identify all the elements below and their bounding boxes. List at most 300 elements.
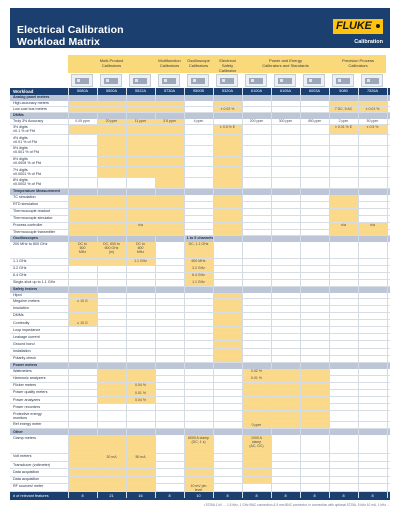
column-divider bbox=[387, 88, 388, 498]
supported-cell bbox=[97, 107, 126, 112]
supported-cell bbox=[213, 327, 242, 333]
row-label: Leakage current bbox=[13, 334, 40, 339]
supported-cell bbox=[242, 383, 271, 389]
row-label: Thermocouple simulator bbox=[13, 216, 53, 221]
workload-header: Workload bbox=[13, 89, 34, 94]
column-divider bbox=[329, 88, 330, 498]
table-row bbox=[10, 320, 390, 327]
row-label: Power quality meters bbox=[13, 390, 48, 395]
supported-cell bbox=[155, 101, 184, 106]
spec-cell bbox=[126, 119, 155, 124]
feature-count: 8 bbox=[255, 493, 258, 498]
supported-cell bbox=[155, 125, 184, 135]
supported-cell bbox=[271, 369, 300, 375]
spec-value: 10 mV ptn level bbox=[190, 484, 207, 493]
document-title-line1: Electrical Calibration bbox=[17, 24, 124, 36]
spec-cell bbox=[213, 107, 242, 112]
supported-cell bbox=[97, 477, 126, 483]
spec-cell bbox=[184, 280, 213, 286]
supported-cell bbox=[68, 293, 97, 298]
row-label: RF sources/ meter bbox=[13, 484, 44, 489]
feature-count: 8 bbox=[284, 493, 287, 498]
supported-cell bbox=[329, 216, 358, 222]
model-name: 6100A bbox=[251, 89, 262, 94]
supported-cell bbox=[213, 209, 242, 215]
supported-cell bbox=[97, 125, 126, 135]
table-row bbox=[10, 341, 390, 348]
section-label: Other bbox=[13, 429, 23, 434]
supported-cell bbox=[68, 107, 97, 112]
supported-cell bbox=[213, 341, 242, 347]
supported-cell bbox=[97, 146, 126, 156]
supported-cell bbox=[213, 356, 242, 362]
fluke-logo bbox=[333, 19, 383, 34]
supported-cell bbox=[213, 202, 242, 208]
spec-cell bbox=[358, 119, 387, 124]
spec-value: DC to 600 MHz bbox=[136, 242, 145, 255]
spec-value: 450 ppm bbox=[307, 119, 322, 124]
row-label: Loop impedance bbox=[13, 327, 41, 332]
supported-cell bbox=[126, 101, 155, 106]
supported-cell bbox=[358, 101, 387, 106]
supported-cell bbox=[97, 259, 126, 265]
supported-cell bbox=[184, 469, 213, 475]
spec-cell bbox=[126, 397, 155, 403]
spec-value: 0 ppm bbox=[251, 422, 262, 427]
supported-cell bbox=[97, 230, 126, 235]
calibrator-image-icon bbox=[245, 74, 267, 87]
spec-cell bbox=[271, 119, 300, 124]
table-row bbox=[10, 469, 390, 476]
section-note: 1 to 5 channels bbox=[186, 236, 214, 241]
spec-value: 7 DC, 5 AC bbox=[334, 107, 353, 112]
supported-cell bbox=[213, 216, 242, 222]
section-label: Power meters bbox=[13, 363, 38, 368]
row-label: 3½ digits ±0.1 % of Ffd bbox=[13, 125, 35, 134]
table-row bbox=[10, 454, 390, 462]
supported-cell bbox=[242, 390, 271, 396]
supported-cell bbox=[68, 484, 97, 491]
spec-cell bbox=[184, 435, 213, 453]
table-row bbox=[10, 397, 390, 404]
row-label: 4½ digits ±0.01 % of Ffd bbox=[13, 135, 37, 144]
spec-value: 0.01 % bbox=[251, 376, 262, 381]
spec-value: n/a bbox=[370, 223, 375, 228]
table-row bbox=[10, 327, 390, 334]
table-row bbox=[10, 135, 390, 146]
feature-count: 8 bbox=[371, 493, 374, 498]
column-divider bbox=[358, 88, 359, 498]
supported-cell bbox=[126, 157, 155, 167]
supported-cell bbox=[68, 306, 97, 312]
supported-cell bbox=[184, 477, 213, 483]
feature-count: 8 bbox=[81, 493, 84, 498]
supported-cell bbox=[126, 202, 155, 208]
feature-count: 16 bbox=[138, 493, 143, 498]
column-divider bbox=[97, 88, 98, 498]
table-row bbox=[10, 404, 390, 411]
supported-cell bbox=[97, 195, 126, 201]
row-label: Insulation bbox=[13, 306, 29, 311]
supported-cell bbox=[97, 462, 126, 468]
table-row bbox=[10, 223, 390, 230]
table-row bbox=[10, 146, 390, 157]
supported-cell bbox=[155, 146, 184, 156]
spec-cell bbox=[97, 119, 126, 124]
spec-cell bbox=[97, 454, 126, 461]
table-row bbox=[10, 376, 390, 383]
supported-cell bbox=[126, 477, 155, 483]
spec-cell bbox=[126, 454, 155, 461]
supported-cell bbox=[271, 390, 300, 396]
spec-value: DC, 1.1 GHz bbox=[188, 242, 209, 247]
row-label: Low cost bus meters bbox=[13, 107, 47, 112]
spec-cell bbox=[68, 242, 97, 258]
supported-cell bbox=[68, 202, 97, 208]
supported-cell bbox=[97, 469, 126, 475]
supported-cell bbox=[126, 107, 155, 112]
section-label: Analog panel meters bbox=[13, 95, 50, 100]
supported-cell bbox=[97, 209, 126, 215]
spec-cell bbox=[184, 273, 213, 279]
model-header-row bbox=[10, 88, 390, 95]
calibrator-image-icon bbox=[187, 74, 209, 87]
row-label: Continuity bbox=[13, 320, 30, 325]
table-row bbox=[10, 306, 390, 313]
spec-cell bbox=[126, 390, 155, 396]
table-row bbox=[10, 242, 390, 259]
model-name: 6105A bbox=[280, 89, 291, 94]
spec-cell bbox=[126, 223, 155, 229]
supported-cell bbox=[126, 435, 155, 453]
calibrator-image-icon bbox=[158, 74, 180, 87]
row-label: 6½ digits ±0.0005 % of Ffd bbox=[13, 157, 42, 165]
model-name: 5730A bbox=[164, 89, 175, 94]
spec-value: DC to 600 MHz bbox=[78, 242, 87, 255]
feature-count: 8 bbox=[226, 493, 229, 498]
model-name: 5320A bbox=[222, 89, 233, 94]
supported-cell bbox=[271, 404, 300, 410]
table-row bbox=[10, 484, 390, 492]
table-row bbox=[10, 125, 390, 136]
supported-cell bbox=[271, 422, 300, 428]
spec-cell bbox=[126, 259, 155, 265]
spec-cell bbox=[184, 484, 213, 491]
table-row bbox=[10, 411, 390, 422]
supported-cell bbox=[329, 101, 358, 106]
supported-cell bbox=[97, 390, 126, 396]
spec-value: 0.04 % bbox=[135, 383, 146, 388]
row-label: Wattmeters bbox=[13, 369, 32, 374]
header-banner bbox=[10, 8, 390, 48]
supported-cell bbox=[126, 469, 155, 475]
supported-cell bbox=[97, 383, 126, 389]
calibrator-image-icon bbox=[361, 74, 383, 87]
supported-cell bbox=[300, 376, 329, 382]
supported-cell bbox=[213, 146, 242, 156]
category-band bbox=[68, 55, 386, 73]
row-label: Clamp meters bbox=[13, 435, 36, 440]
model-name: 7526A bbox=[367, 89, 378, 94]
model-name: 5522A bbox=[135, 89, 146, 94]
supported-cell bbox=[213, 349, 242, 355]
column-divider bbox=[242, 88, 243, 498]
supported-cell bbox=[300, 422, 329, 428]
spec-value: DC, 600 to 600 GHz (in) bbox=[103, 242, 120, 255]
supported-cell bbox=[68, 101, 97, 106]
calibrator-image-icon bbox=[274, 74, 296, 87]
supported-cell bbox=[329, 230, 358, 235]
row-label: High-accuracy meters bbox=[13, 101, 49, 106]
supported-cell bbox=[97, 397, 126, 403]
spec-value: ± 0.5 % E bbox=[219, 125, 236, 130]
supported-cell bbox=[213, 299, 242, 305]
spec-value: 2 ppm bbox=[338, 119, 349, 124]
row-label: Polarity check bbox=[13, 356, 36, 361]
table-row bbox=[10, 369, 390, 376]
supported-cell bbox=[68, 125, 97, 135]
spec-cell bbox=[155, 119, 184, 124]
row-label: RTD simulation bbox=[13, 202, 39, 207]
spec-value: ± 0.5 % bbox=[366, 125, 379, 130]
spec-value: 1.1 GHz bbox=[134, 259, 147, 264]
row-label: Transducer (voltmeter) bbox=[13, 462, 51, 467]
supported-cell bbox=[155, 107, 184, 112]
row-label: Megohm meters bbox=[13, 299, 40, 304]
spec-cell bbox=[358, 125, 387, 135]
spec-cell bbox=[68, 320, 97, 326]
spec-value: 4 ppm bbox=[193, 119, 204, 124]
supported-cell bbox=[126, 484, 155, 491]
supported-cell bbox=[68, 230, 97, 235]
spec-cell bbox=[184, 259, 213, 265]
table-row bbox=[10, 266, 390, 273]
supported-cell bbox=[213, 178, 242, 188]
supported-cell bbox=[271, 397, 300, 403]
supported-cell bbox=[68, 462, 97, 468]
supported-cell bbox=[300, 411, 329, 421]
supported-cell bbox=[242, 411, 271, 421]
spec-value: 3.2 GHz bbox=[192, 266, 205, 271]
spec-cell bbox=[97, 242, 126, 258]
row-label: 5½ digits ±0.001 % of Ffd bbox=[13, 146, 40, 155]
column-divider bbox=[213, 88, 214, 498]
column-divider bbox=[68, 88, 69, 498]
supported-cell bbox=[97, 101, 126, 106]
row-label: 3.2 GHz bbox=[13, 266, 27, 271]
calibrator-image-icon bbox=[71, 74, 93, 87]
table-row bbox=[10, 356, 390, 363]
table-row bbox=[10, 259, 390, 266]
row-label: Protective energy monitors bbox=[13, 411, 42, 420]
feature-count: 10 bbox=[196, 493, 201, 498]
spec-value: 3.5 ppm bbox=[163, 119, 176, 124]
table-row bbox=[10, 216, 390, 223]
column-divider bbox=[126, 88, 127, 498]
model-name: 6003A bbox=[309, 89, 320, 94]
spec-value: 0.04 % bbox=[135, 397, 146, 402]
model-name: 9500B bbox=[193, 89, 204, 94]
supported-cell bbox=[213, 230, 242, 235]
row-label: 1.1 GHz bbox=[13, 258, 27, 263]
spec-cell bbox=[242, 422, 271, 428]
supported-cell bbox=[213, 135, 242, 145]
supported-cell bbox=[155, 167, 184, 177]
spec-value: 11 ppm bbox=[134, 119, 147, 124]
supported-cell bbox=[242, 477, 271, 483]
model-name: 5080A bbox=[77, 89, 88, 94]
supported-cell bbox=[126, 230, 155, 235]
section-label: Oscilloscopes bbox=[13, 236, 39, 241]
section-label: Temperature Measurement bbox=[13, 189, 60, 193]
supported-cell bbox=[213, 334, 242, 340]
spec-value: ≥ 10 G bbox=[77, 299, 88, 304]
spec-value: ± 0.01 % bbox=[365, 107, 380, 112]
spec-value: 200 ppm bbox=[249, 119, 264, 124]
spec-value: ± 0.02 % bbox=[220, 107, 235, 112]
supported-cell bbox=[97, 202, 126, 208]
supported-cell bbox=[300, 397, 329, 403]
category-heading: Multifunction Calibrators bbox=[158, 58, 181, 68]
column-divider bbox=[271, 88, 272, 498]
supported-cell bbox=[184, 454, 213, 461]
row-label: Power recorders bbox=[13, 404, 41, 409]
supported-cell bbox=[155, 216, 184, 222]
supported-cell bbox=[68, 216, 97, 222]
supported-cell bbox=[213, 157, 242, 167]
feature-count: 8 bbox=[342, 493, 345, 498]
calibrator-image-icon bbox=[100, 74, 122, 87]
spec-value: 6000 A clamp (DC, 1 s) bbox=[187, 435, 209, 444]
table-row bbox=[10, 462, 390, 469]
supported-cell bbox=[242, 404, 271, 410]
supported-cell bbox=[213, 313, 242, 319]
supported-cell bbox=[97, 223, 126, 229]
spec-cell bbox=[68, 299, 97, 305]
table-row bbox=[10, 209, 390, 216]
supported-cell bbox=[68, 435, 97, 453]
supported-cell bbox=[213, 101, 242, 106]
spec-cell bbox=[358, 223, 387, 229]
table-row bbox=[10, 390, 390, 397]
supported-cell bbox=[126, 369, 155, 375]
logo-text: FLUKE bbox=[336, 20, 372, 32]
row-label: TC simulation bbox=[13, 194, 36, 199]
supported-cell bbox=[68, 469, 97, 475]
table-row bbox=[10, 422, 390, 429]
calibrator-image-icon bbox=[129, 74, 151, 87]
row-label: 8½ digits ±0.0002 % of Ffd bbox=[13, 178, 42, 187]
spec-value: 0.05 ppm bbox=[75, 119, 90, 124]
row-label: Thermocouple readout bbox=[13, 209, 51, 214]
table-row bbox=[10, 195, 390, 202]
supported-cell bbox=[300, 369, 329, 375]
column-divider bbox=[300, 88, 301, 498]
supported-cell bbox=[97, 484, 126, 491]
row-label: Ground bond bbox=[13, 341, 35, 346]
supported-cell bbox=[300, 390, 329, 396]
spec-cell bbox=[242, 119, 271, 124]
spec-value: 1.1 GHz bbox=[192, 280, 205, 285]
calibrator-image-icon bbox=[216, 74, 238, 87]
feature-count-row bbox=[10, 492, 390, 500]
supported-cell bbox=[300, 383, 329, 389]
spec-value: 50 ppm bbox=[366, 119, 379, 124]
supported-cell bbox=[271, 376, 300, 382]
calibrator-image-icon bbox=[303, 74, 325, 87]
supported-cell bbox=[155, 178, 184, 188]
spec-value: n/a bbox=[341, 223, 346, 228]
spec-cell bbox=[242, 376, 271, 382]
feature-count-label: # of relevant features bbox=[13, 493, 49, 498]
spec-cell bbox=[213, 125, 242, 135]
supported-cell bbox=[126, 376, 155, 382]
supported-cell bbox=[213, 306, 242, 312]
supported-cell bbox=[329, 202, 358, 208]
spec-cell bbox=[242, 435, 271, 453]
table-row bbox=[10, 167, 390, 178]
logo-dot-icon bbox=[376, 24, 380, 28]
spec-cell bbox=[329, 107, 358, 112]
supported-cell bbox=[242, 454, 271, 461]
table-row bbox=[10, 273, 390, 280]
supported-cell bbox=[126, 167, 155, 177]
spec-cell bbox=[126, 383, 155, 389]
spec-cell bbox=[68, 119, 97, 124]
spec-value: 6.4 GHz bbox=[192, 273, 205, 278]
row-label: Thermocouple transmitter bbox=[13, 230, 56, 235]
supported-cell bbox=[213, 320, 242, 326]
supported-cell bbox=[68, 195, 97, 201]
category-heading: Precision Process Calibrators bbox=[341, 58, 374, 68]
spec-cell bbox=[184, 119, 213, 124]
row-label: Installation bbox=[13, 348, 31, 353]
table-row bbox=[10, 383, 390, 390]
feature-count: 8 bbox=[168, 493, 171, 498]
product-images-row bbox=[68, 74, 386, 87]
footnote: • 5725A 1 kV … 1.5 kHz, 1 GHz BNC connection & 5 mm BNC connector, in connection with optional 5725A, 5 kHz 10 mA, 1 kHz … bbox=[203, 503, 390, 507]
category-heading: Electrical Safety Calibrator bbox=[218, 58, 237, 73]
table-row bbox=[10, 477, 390, 484]
supported-cell bbox=[271, 383, 300, 389]
row-label: Process controller bbox=[13, 223, 43, 228]
supported-cell bbox=[68, 477, 97, 483]
supported-cell bbox=[126, 462, 155, 468]
row-label: Volt meters bbox=[13, 454, 32, 459]
table-row bbox=[10, 299, 390, 306]
supported-cell bbox=[213, 195, 242, 201]
spec-cell bbox=[242, 369, 271, 375]
supported-cell bbox=[126, 146, 155, 156]
row-label: Harmonic analyzers bbox=[13, 376, 46, 381]
row-label: Flicker meters bbox=[13, 383, 37, 388]
row-label: Data acquisition bbox=[13, 476, 40, 481]
section-label: Safety testers bbox=[13, 287, 38, 292]
feature-count: 21 bbox=[109, 493, 114, 498]
table-row bbox=[10, 349, 390, 356]
document-title-line2: Workload Matrix bbox=[17, 36, 100, 48]
supported-cell bbox=[155, 135, 184, 145]
table-row bbox=[10, 334, 390, 341]
supported-cell bbox=[97, 157, 126, 167]
supported-cell bbox=[126, 135, 155, 145]
supported-cell bbox=[155, 202, 184, 208]
supported-cell bbox=[242, 469, 271, 475]
table-row bbox=[10, 178, 390, 189]
spec-value: 20 ppm bbox=[105, 119, 118, 124]
supported-cell bbox=[97, 376, 126, 382]
spec-value: ± 0.01 % E bbox=[334, 125, 353, 130]
